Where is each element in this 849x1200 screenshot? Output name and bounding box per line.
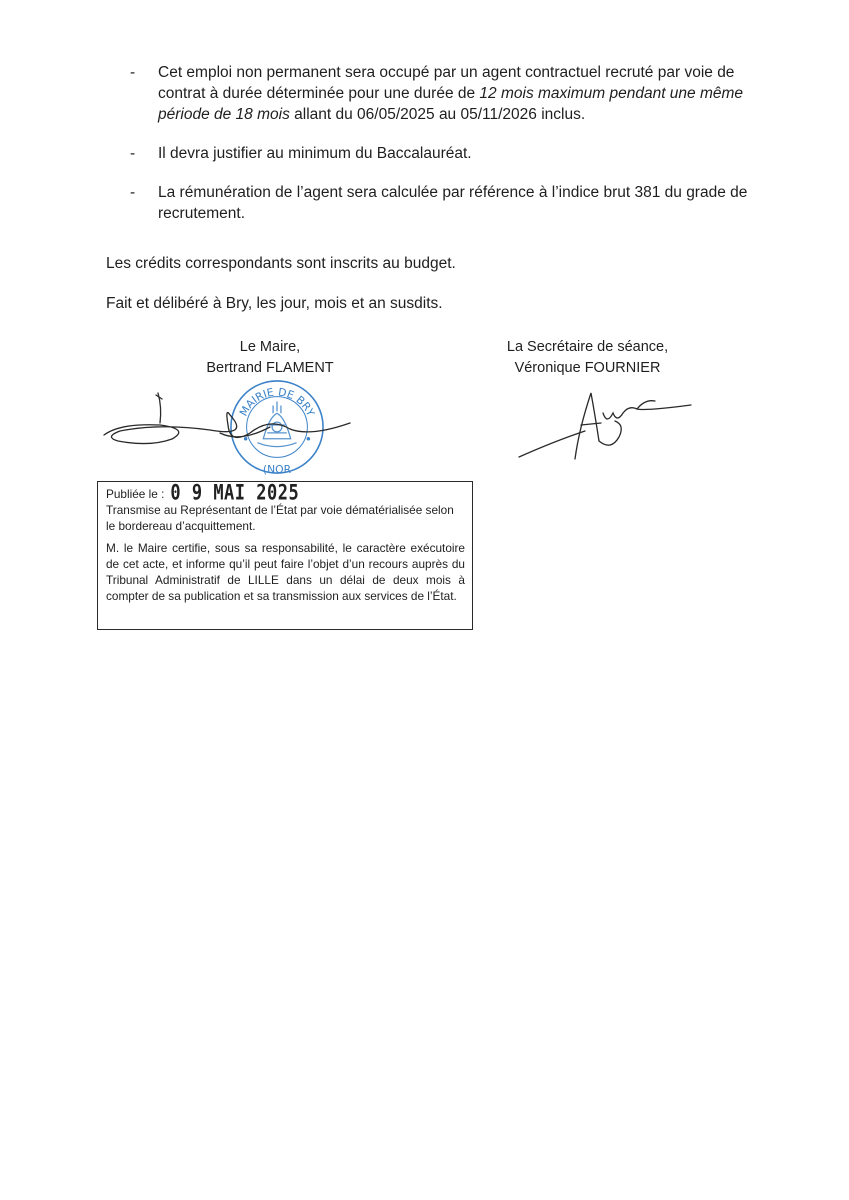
- list-item: [130, 62, 755, 125]
- bullet-text: Cet emploi non permanent sera occupé par un agent contractuel recruté par voie de contrat à durée déterminée pour une durée de 12 mois maximum pendant une même période de 18 mois allant du 06/05/2025 au 05/11/2026 inclus.: [158, 64, 744, 123]
- done-at-paragraph: Fait et délibéré à Bry, les jour, mois et an susdits.: [106, 295, 443, 312]
- bullet-marker: -: [130, 184, 136, 201]
- publication-date-stamp: 0 9 MAI 2025: [170, 480, 300, 506]
- mayor-signature-block: [170, 337, 370, 379]
- bullet-marker: -: [130, 145, 136, 162]
- transmission-note: Transmise au Représentant de l’État par voie dématérialisée selon le bordereau d’acquittement.: [106, 503, 454, 533]
- secretary-title: La Secrétaire de séance,: [506, 339, 669, 355]
- conditions-list: [130, 62, 755, 242]
- secretary-name: Véronique FOURNIER: [514, 360, 661, 376]
- secretary-signature-icon: [515, 385, 695, 465]
- bullet-marker: -: [130, 64, 136, 81]
- publication-box: [97, 481, 473, 630]
- secretary-signature-block: [480, 337, 695, 379]
- certification-note: M. le Maire certifie, sous sa responsabilité, le caractère exécutoire de cet acte, et informe qu’il peut faire l’objet d’un recours auprès du Tribunal Administratif de LILLE dans un délai de deux mois à compter de sa publication et sa transmission aux services de l’État.: [106, 541, 465, 603]
- stamp-text-top: MAIRIE DE BRY: [236, 385, 318, 419]
- bullet-text: Il devra justifier au minimum du Baccalauréat.: [158, 145, 472, 162]
- publication-header: [106, 480, 465, 506]
- italic-duration: 12 mois maximum pendant une même période de 18 mois: [158, 85, 744, 123]
- list-item: [130, 143, 755, 164]
- mayor-title: Le Maire,: [239, 339, 301, 355]
- credits-paragraph: Les crédits correspondants sont inscrits au budget.: [106, 255, 456, 272]
- bullet-text: La rémunération de l’agent sera calculée par référence à l’indice brut 381 du grade de recrutement.: [158, 184, 748, 222]
- list-item: [130, 182, 755, 224]
- mayor-name: Bertrand FLAMENT: [206, 360, 334, 376]
- mayor-signature-icon: [100, 385, 360, 455]
- publication-label: Publiée le :: [106, 487, 165, 501]
- stamp-text-bottom: (NOR: [262, 463, 292, 476]
